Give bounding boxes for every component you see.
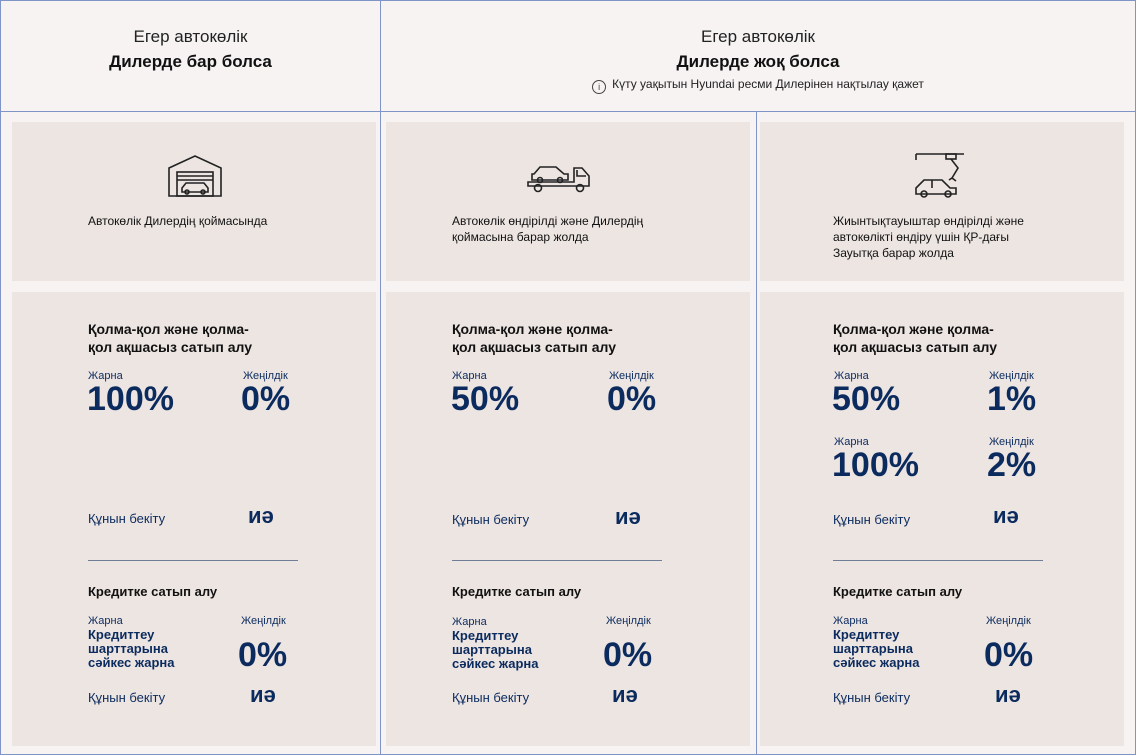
credit-price-fix-value: иә xyxy=(250,682,276,707)
info-icon: i xyxy=(592,80,606,94)
cash-title-line: Қолма-қол және қолма- xyxy=(833,321,994,337)
condition-text-1 xyxy=(88,213,267,229)
header-line2: Дилерде жоқ болса xyxy=(676,52,840,71)
discount-value: 0% xyxy=(607,380,657,418)
credit-rate-line: Кредиттеу xyxy=(452,628,519,643)
tow-truck-icon xyxy=(526,154,592,194)
condition-line: Автокөлік өндірілді және Дилердің xyxy=(452,214,644,228)
terms-panel-1 xyxy=(12,292,376,746)
price-fix-value: иә xyxy=(615,504,641,529)
header-line1: Егер автокөлік xyxy=(133,27,248,46)
price-fix-value: иә xyxy=(993,503,1019,528)
credit-discount-label: Жеңілдік xyxy=(986,615,1031,627)
header-in-stock xyxy=(0,0,381,112)
credit-rate-line: шарттарына xyxy=(88,641,168,656)
condition-line: қоймасына барар жолда xyxy=(452,230,589,244)
discount-value: 2% xyxy=(987,446,1037,484)
header-not-in-stock xyxy=(380,0,1136,112)
header-not-in-stock-text xyxy=(381,27,1135,72)
cash-title-line: Қолма-қол және қолма- xyxy=(452,321,613,337)
cash-title-line: қол ақшасыз сатып алу xyxy=(452,339,617,355)
credit-rate-text xyxy=(833,628,953,670)
divider xyxy=(452,560,662,561)
credit-rate-line: сәйкес жарна xyxy=(452,656,539,671)
header-line1: Егер автокөлік xyxy=(701,27,815,46)
credit-discount-value: 0% xyxy=(603,636,653,674)
credit-rate-line: сәйкес жарна xyxy=(833,655,920,670)
garage-icon xyxy=(165,152,225,200)
credit-discount-value: 0% xyxy=(238,636,288,674)
condition-line: Жиынтықтауыштар өндірілді және xyxy=(833,214,1024,228)
credit-discount-label: Жеңілдік xyxy=(606,615,651,627)
terms-panel-3 xyxy=(760,292,1124,746)
discount-label: Жеңілдік xyxy=(243,370,288,382)
condition-text-3 xyxy=(833,213,1024,261)
credit-rate-line: Кредиттеу xyxy=(833,627,900,642)
divider xyxy=(833,560,1043,561)
assembly-robot-icon xyxy=(912,150,968,200)
credit-rate-text xyxy=(452,629,572,671)
discount-label: Жеңілдік xyxy=(989,370,1034,382)
waiting-time-note xyxy=(381,77,1135,94)
credit-rate-line: шарттарына xyxy=(833,641,913,656)
credit-rate-line: сәйкес жарна xyxy=(88,655,175,670)
credit-price-fix-label: Құнын бекіту xyxy=(452,690,530,705)
condition-line: автокөлікті өндіру үшін ҚР-дағы xyxy=(833,230,1010,244)
credit-down-label: Жарна xyxy=(833,615,868,627)
cash-title-line: қол ақшасыз сатып алу xyxy=(833,339,998,355)
cash-title xyxy=(833,320,1033,356)
down-payment-label: Жарна xyxy=(452,370,487,382)
down-payment-label: Жарна xyxy=(834,436,869,448)
down-payment-value: 100% xyxy=(832,446,919,484)
down-payment-value: 50% xyxy=(832,380,901,418)
credit-rate-text xyxy=(88,628,208,670)
down-payment-value: 100% xyxy=(87,380,174,418)
condition-line: Автокөлік Дилердің қоймасында xyxy=(88,214,268,228)
discount-value: 1% xyxy=(987,380,1037,418)
divider xyxy=(88,560,298,561)
condition-text-2 xyxy=(452,213,643,245)
credit-discount-value: 0% xyxy=(984,636,1034,674)
credit-price-fix-label: Құнын бекіту xyxy=(88,690,166,705)
price-fix-label: Құнын бекіту xyxy=(88,511,166,526)
down-payment-label: Жарна xyxy=(834,370,869,382)
header-in-stock-text xyxy=(1,27,380,72)
discount-label: Жеңілдік xyxy=(989,436,1034,448)
condition-panel-1 xyxy=(12,122,376,281)
cash-title xyxy=(452,320,652,356)
down-payment-label: Жарна xyxy=(88,370,123,382)
credit-title: Кредитке сатып алу xyxy=(452,584,582,599)
price-fix-value: иә xyxy=(248,503,274,528)
credit-discount-label: Жеңілдік xyxy=(241,615,286,627)
price-fix-label: Құнын бекіту xyxy=(452,512,530,527)
terms-panel-2 xyxy=(386,292,750,746)
credit-down-label: Жарна xyxy=(88,615,123,627)
discount-value: 0% xyxy=(241,380,291,418)
condition-panel-3 xyxy=(760,122,1124,281)
credit-rate-line: шарттарына xyxy=(452,642,532,657)
price-fix-label: Құнын бекіту xyxy=(833,512,911,527)
cash-title-line: Қолма-қол және қолма- xyxy=(88,321,249,337)
credit-rate-line: Кредиттеу xyxy=(88,627,155,642)
discount-label: Жеңілдік xyxy=(609,370,654,382)
condition-line: Зауытқа барар жолда xyxy=(833,246,954,260)
waiting-time-note-text: Күту уақытын Hyundai ресми Дилерінен нақтылау қажет xyxy=(612,77,924,91)
credit-title: Кредитке сатып алу xyxy=(833,584,963,599)
down-payment-value: 50% xyxy=(451,380,520,418)
credit-price-fix-value: иә xyxy=(612,682,638,707)
header-line2: Дилерде бар болса xyxy=(109,52,272,71)
credit-title: Кредитке сатып алу xyxy=(88,584,218,599)
condition-panel-2 xyxy=(386,122,750,281)
credit-down-label: Жарна xyxy=(452,616,487,628)
cash-title xyxy=(88,320,288,356)
credit-price-fix-value: иә xyxy=(995,682,1021,707)
credit-price-fix-label: Құнын бекіту xyxy=(833,690,911,705)
cash-title-line: қол ақшасыз сатып алу xyxy=(88,339,253,355)
